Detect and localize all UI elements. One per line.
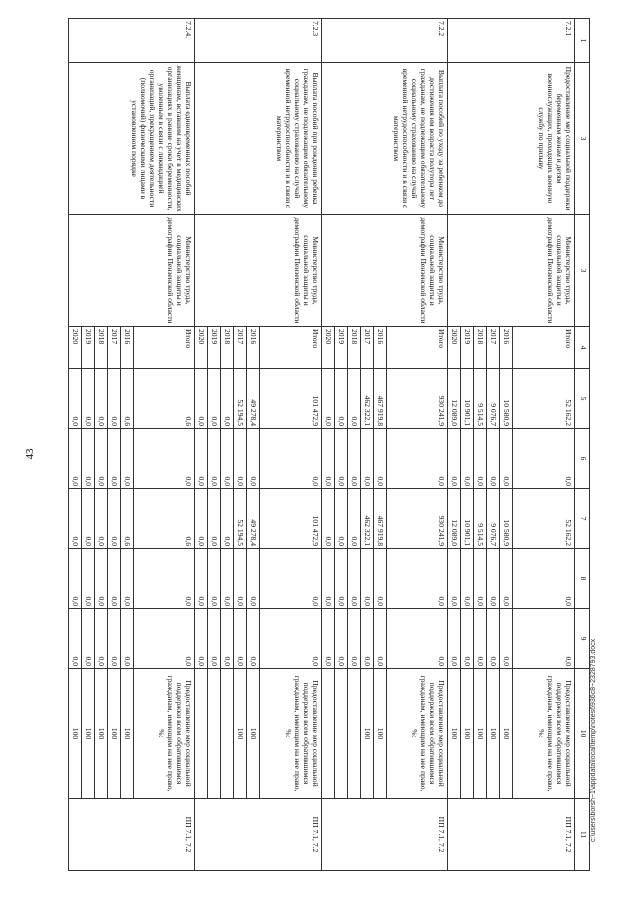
- total-value: 0,0: [387, 549, 449, 609]
- measure-name: Выплата единовременных пособий женщинам, вставшим на учет в медицинских организациях в ранние сроки беременности, уволенным в связи с ликвидацией организаций, прекращением деятельности (полномочий) физическими лицами в установленном порядке: [69, 63, 196, 215]
- value-cell: 0,0: [208, 489, 221, 549]
- value-cell: 467 919,8: [374, 369, 387, 429]
- value-cell: 0,0: [195, 369, 208, 429]
- value-cell: 10 901,1: [461, 369, 474, 429]
- value-cell: 0,0: [448, 429, 461, 489]
- col-header: 8: [575, 549, 590, 609]
- total-value: 0,0: [513, 609, 575, 669]
- value-cell: 0,0: [69, 549, 82, 609]
- value-cell: 0,0: [335, 609, 348, 669]
- value-cell: 0,0: [221, 549, 234, 609]
- value-cell: 0,0: [361, 549, 374, 609]
- indicator-value: 100: [234, 669, 247, 799]
- value-cell: 0,0: [448, 609, 461, 669]
- year-cell: 2016: [374, 327, 387, 369]
- total-value: 0,0: [134, 429, 196, 489]
- row-number: 7.2.1: [448, 19, 575, 63]
- row-number: 7.2.4.: [69, 19, 196, 63]
- col-header: 3: [575, 63, 590, 215]
- value-cell: 0,0: [95, 549, 108, 609]
- value-cell: 0,0: [374, 549, 387, 609]
- value-cell: 0,0: [461, 609, 474, 669]
- value-cell: 0,0: [195, 609, 208, 669]
- indicator-value: [322, 669, 335, 799]
- value-cell: 0,0: [247, 549, 260, 609]
- indicator-value: [195, 669, 208, 799]
- year-cell: 2016: [121, 327, 134, 369]
- value-cell: 0,0: [221, 489, 234, 549]
- value-cell: 0,0: [195, 549, 208, 609]
- value-cell: 0,0: [374, 429, 387, 489]
- year-cell: 2020: [195, 327, 208, 369]
- indicator-value: 100: [95, 669, 108, 799]
- year-cell: 2018: [95, 327, 108, 369]
- total-value: 0,0: [260, 549, 322, 609]
- value-cell: 0,0: [69, 609, 82, 669]
- value-cell: 0,0: [234, 549, 247, 609]
- total-value: 0,6: [134, 489, 196, 549]
- indicator-value: 100: [361, 669, 374, 799]
- value-cell: 9 514,5: [474, 369, 487, 429]
- file-path-footer: c:\users\borsh~1\appdata\local\temp\notes6936c8~2328793.docx: [590, 638, 597, 842]
- executor: Министерство труда, социальной защиты и демографии Пензенской области: [322, 215, 449, 327]
- year-cell: 2019: [461, 327, 474, 369]
- year-cell: 2019: [82, 327, 95, 369]
- value-cell: 0,0: [195, 429, 208, 489]
- total-value: 101 472,9: [260, 369, 322, 429]
- indicator-value: 100: [487, 669, 500, 799]
- col-header: 10: [575, 669, 590, 799]
- value-cell: 0,0: [322, 609, 335, 669]
- value-cell: 10 580,9: [500, 369, 513, 429]
- total-value: 0,0: [513, 549, 575, 609]
- total-label: Итого: [134, 327, 196, 369]
- value-cell: 0,0: [69, 429, 82, 489]
- value-cell: 0,0: [121, 549, 134, 609]
- total-value: 0,0: [387, 429, 449, 489]
- value-cell: 0,0: [461, 429, 474, 489]
- value-cell: 0,0: [208, 429, 221, 489]
- row-number: 7.2.3: [195, 19, 322, 63]
- value-cell: 0,0: [121, 429, 134, 489]
- total-value: 52 162,2: [513, 369, 575, 429]
- value-cell: 0,0: [234, 609, 247, 669]
- total-value: 52 162,2: [513, 489, 575, 549]
- table-row-total: [260, 19, 322, 871]
- value-cell: 0,0: [95, 609, 108, 669]
- value-cell: 52 194,5: [234, 369, 247, 429]
- total-value: 0,0: [513, 429, 575, 489]
- value-cell: 0,0: [221, 369, 234, 429]
- value-cell: 0,0: [95, 429, 108, 489]
- value-cell: 0,0: [448, 549, 461, 609]
- value-cell: 0,0: [247, 609, 260, 669]
- value-cell: 0,0: [335, 549, 348, 609]
- value-cell: 0,6: [121, 489, 134, 549]
- total-value: 0,6: [134, 369, 196, 429]
- total-value: 930 241,9: [387, 369, 449, 429]
- total-value: 0,0: [387, 609, 449, 669]
- col-header: 11: [575, 799, 590, 871]
- value-cell: 0,0: [221, 609, 234, 669]
- value-cell: 0,0: [108, 369, 121, 429]
- reference: ПП 7.1, 7.2: [322, 799, 449, 871]
- indicator-value: 100: [247, 669, 260, 799]
- value-cell: 0,0: [208, 549, 221, 609]
- indicator-value: 100: [108, 669, 121, 799]
- col-header: 4: [575, 327, 590, 369]
- total-value: 101 472,9: [260, 489, 322, 549]
- col-header: 9: [575, 609, 590, 669]
- col-header: 6: [575, 429, 590, 489]
- year-cell: 2018: [221, 327, 234, 369]
- executor: Министерство труда, социальной защиты и демографии Пензенской области: [448, 215, 575, 327]
- indicator-value: [208, 669, 221, 799]
- value-cell: 52 194,5: [234, 489, 247, 549]
- indicator-value: 100: [461, 669, 474, 799]
- total-value: 930 241,9: [387, 489, 449, 549]
- target-indicator: Предоставление мер социальной поддержки всем обратившимся гражданам, имеющим на нее право, %:: [260, 669, 322, 799]
- value-cell: 0,0: [247, 429, 260, 489]
- value-cell: 0,0: [487, 549, 500, 609]
- value-cell: 0,0: [474, 549, 487, 609]
- target-indicator: Предоставление мер социальной поддержки всем обратившимся гражданам, имеющим на нее право, %:: [134, 669, 196, 799]
- value-cell: 0,0: [474, 429, 487, 489]
- measure-name: Выплата пособий при рождении ребенка гражданам, не подлежащим обязательному социальному страхованию на случай временной нетрудоспособности и в связи с материнством: [195, 63, 322, 215]
- value-cell: 10 580,9: [500, 489, 513, 549]
- indicator-value: 100: [374, 669, 387, 799]
- value-cell: 49 278,4: [247, 369, 260, 429]
- year-cell: 2019: [208, 327, 221, 369]
- value-cell: 49 278,4: [247, 489, 260, 549]
- total-value: 0,0: [134, 609, 196, 669]
- year-cell: 2018: [348, 327, 361, 369]
- value-cell: 0,0: [82, 369, 95, 429]
- indicator-value: 100: [69, 669, 82, 799]
- value-cell: 462 322,1: [361, 489, 374, 549]
- total-value: 0,0: [260, 609, 322, 669]
- value-cell: 9 076,7: [487, 369, 500, 429]
- value-cell: 0,6: [121, 369, 134, 429]
- year-cell: 2017: [361, 327, 374, 369]
- table-row-total: [513, 19, 575, 871]
- reference: ПП 7.1, 7.2: [69, 799, 196, 871]
- value-cell: 0,0: [335, 489, 348, 549]
- measure-name: Выплата пособий по уходу за ребенком до достижения им возраста полутора лет гражданам, не подлежащим обязательному социальному страхованию на случай временной нетрудоспособности и в связи с материнством: [322, 63, 449, 215]
- year-cell: 2017: [108, 327, 121, 369]
- value-cell: 0,0: [374, 609, 387, 669]
- value-cell: 12 089,0: [448, 489, 461, 549]
- total-label: Итого: [260, 327, 322, 369]
- total-value: 0,0: [260, 429, 322, 489]
- row-number: 7.2.2: [322, 19, 449, 63]
- value-cell: 0,0: [322, 429, 335, 489]
- value-cell: 0,0: [500, 609, 513, 669]
- indicator-value: [221, 669, 234, 799]
- col-header: 5: [575, 369, 590, 429]
- value-cell: 0,0: [487, 609, 500, 669]
- value-cell: 0,0: [348, 609, 361, 669]
- year-cell: 2020: [322, 327, 335, 369]
- value-cell: 467 919,8: [374, 489, 387, 549]
- executor: Министерство труда, социальной защиты и демографии Пензенской области: [195, 215, 322, 327]
- indicator-value: 100: [82, 669, 95, 799]
- col-header: 1: [575, 19, 590, 63]
- measure-name: Предоставление мер социальной поддержки беременным женам и детям военнослужащих, проходящих военную службу по призыву: [448, 63, 575, 215]
- col-header: 3: [575, 215, 590, 327]
- value-cell: 0,0: [108, 549, 121, 609]
- value-cell: 0,0: [82, 609, 95, 669]
- value-cell: 10 901,1: [461, 489, 474, 549]
- value-cell: 0,0: [461, 549, 474, 609]
- value-cell: 0,0: [95, 489, 108, 549]
- value-cell: 0,0: [322, 369, 335, 429]
- value-cell: 0,0: [208, 369, 221, 429]
- value-cell: 0,0: [95, 369, 108, 429]
- value-cell: 0,0: [335, 429, 348, 489]
- indicator-value: 100: [474, 669, 487, 799]
- value-cell: 0,0: [335, 369, 348, 429]
- value-cell: 0,0: [82, 549, 95, 609]
- year-cell: 2019: [335, 327, 348, 369]
- indicator-value: [348, 669, 361, 799]
- col-header: 7: [575, 489, 590, 549]
- value-cell: 0,0: [208, 609, 221, 669]
- indicator-value: 100: [448, 669, 461, 799]
- value-cell: 462 322,1: [361, 369, 374, 429]
- program-table-sheet: [68, 18, 590, 870]
- value-cell: 0,0: [108, 609, 121, 669]
- year-cell: 2017: [487, 327, 500, 369]
- value-cell: 0,0: [108, 489, 121, 549]
- total-label: Итого: [387, 327, 449, 369]
- target-indicator: Предоставление мер социальной поддержки всем обратившимся гражданам, имеющим на нее право, %:: [513, 669, 575, 799]
- value-cell: 0,0: [69, 369, 82, 429]
- value-cell: 0,0: [69, 489, 82, 549]
- value-cell: 0,0: [348, 369, 361, 429]
- program-table: [68, 18, 590, 871]
- indicator-value: 100: [121, 669, 134, 799]
- value-cell: 0,0: [82, 429, 95, 489]
- value-cell: 0,0: [234, 429, 247, 489]
- total-label: Итого: [513, 327, 575, 369]
- year-cell: 2016: [247, 327, 260, 369]
- value-cell: 0,0: [195, 489, 208, 549]
- reference: ПП 7.1, 7.2: [448, 799, 575, 871]
- value-cell: 0,0: [322, 549, 335, 609]
- year-cell: 2017: [234, 327, 247, 369]
- total-value: 0,0: [134, 549, 196, 609]
- value-cell: 0,0: [322, 489, 335, 549]
- indicator-value: [335, 669, 348, 799]
- value-cell: 0,0: [361, 609, 374, 669]
- value-cell: 0,0: [108, 429, 121, 489]
- value-cell: 0,0: [348, 549, 361, 609]
- year-cell: 2020: [69, 327, 82, 369]
- value-cell: 0,0: [82, 489, 95, 549]
- value-cell: 0,0: [221, 429, 234, 489]
- value-cell: 9 514,5: [474, 489, 487, 549]
- page-number: 43: [24, 448, 36, 460]
- target-indicator: Предоставление мер социальной поддержки всем обратившимся гражданам, имеющим на нее право, %:: [387, 669, 449, 799]
- value-cell: 0,0: [474, 609, 487, 669]
- value-cell: 0,0: [348, 489, 361, 549]
- year-cell: 2020: [448, 327, 461, 369]
- value-cell: 0,0: [500, 549, 513, 609]
- header-row: [575, 19, 590, 871]
- table-row-total: [134, 19, 196, 871]
- value-cell: 12 089,0: [448, 369, 461, 429]
- value-cell: 0,0: [487, 429, 500, 489]
- value-cell: 0,0: [121, 609, 134, 669]
- reference: ПП 7.1, 7.2: [195, 799, 322, 871]
- value-cell: 0,0: [500, 429, 513, 489]
- indicator-value: 100: [500, 669, 513, 799]
- table-row-total: [387, 19, 449, 871]
- year-cell: 2016: [500, 327, 513, 369]
- year-cell: 2018: [474, 327, 487, 369]
- executor: Министерство труда, социальной защиты и демографии Пензенской области: [69, 215, 196, 327]
- value-cell: 9 076,7: [487, 489, 500, 549]
- value-cell: 0,0: [361, 429, 374, 489]
- value-cell: 0,0: [348, 429, 361, 489]
